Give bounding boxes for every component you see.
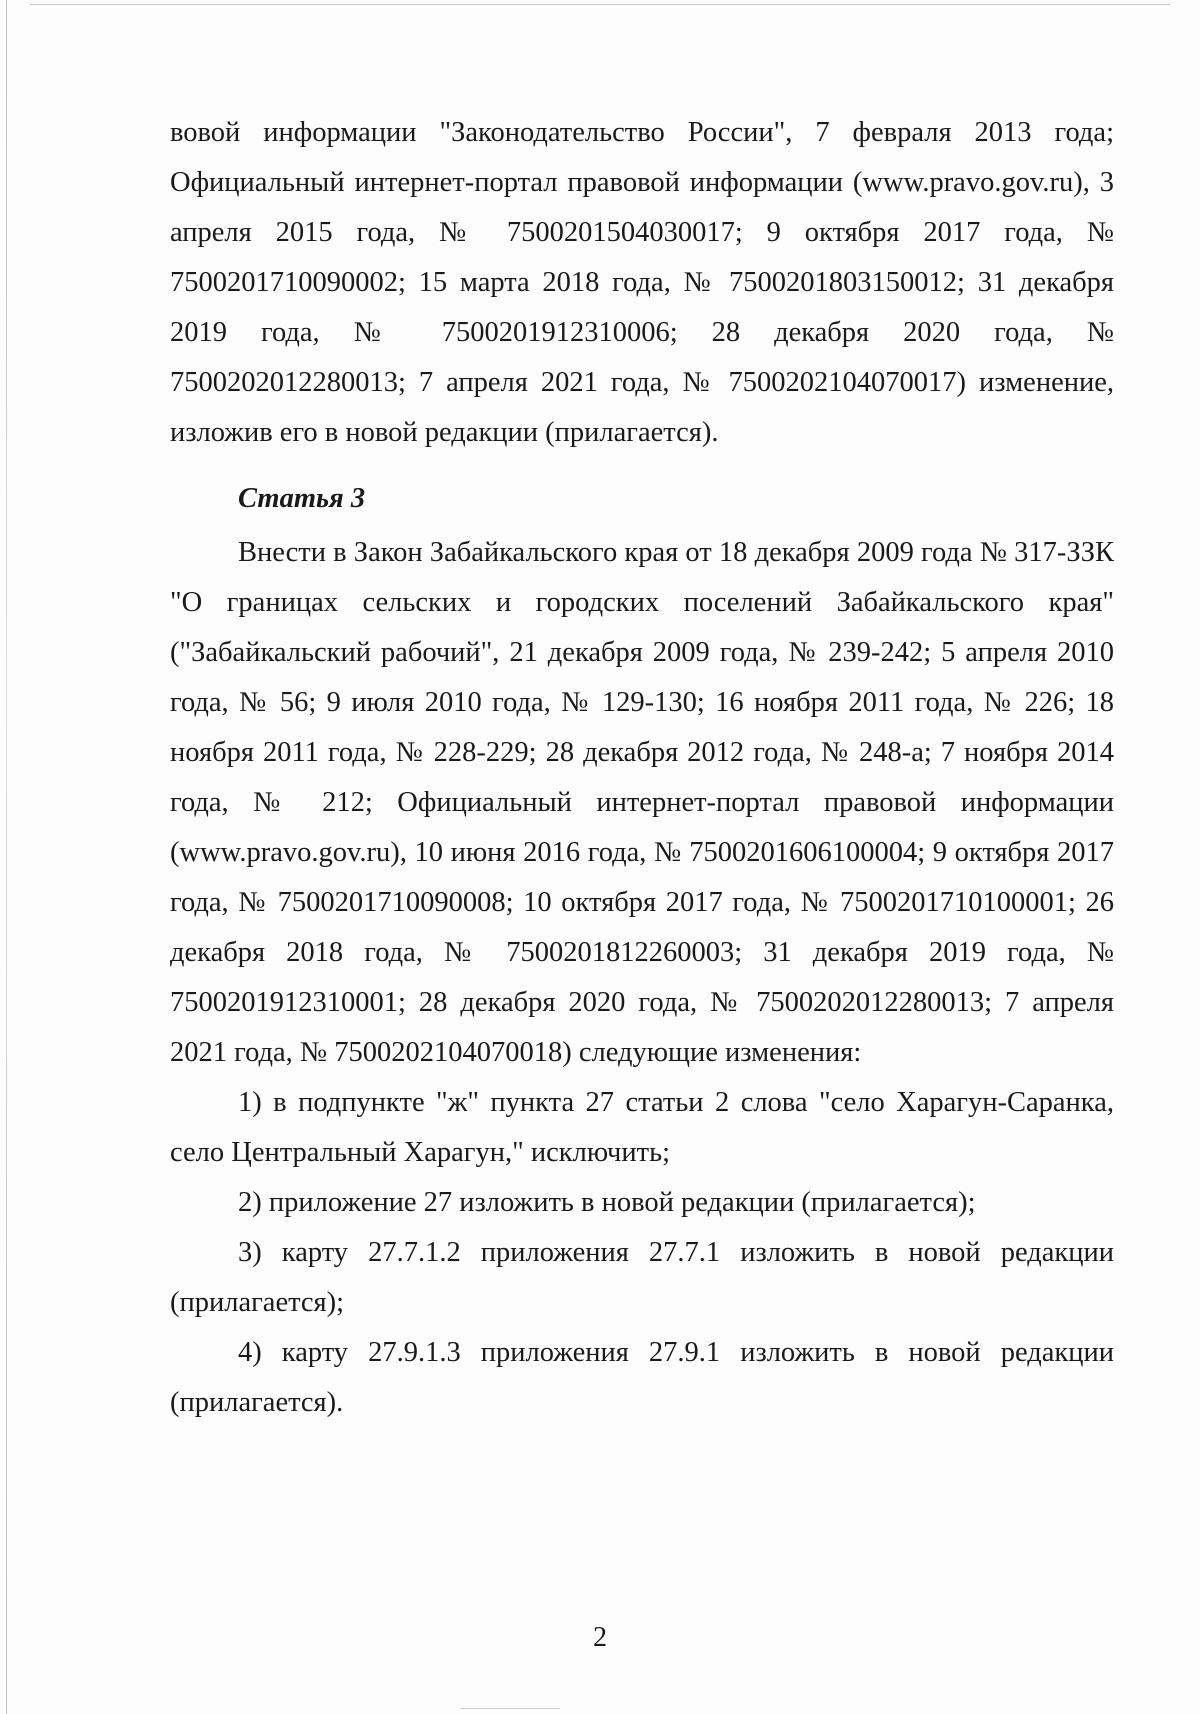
continuation-paragraph: вовой информации "Законодательство России", 7 февраля 2013 года; Официальный интернет-портал правовой информации (www.pravo.gov.ru), 3 апреля 2015 года, № 7500201504030017; 9 октября 2017 года, № 7500201710090002; 15 марта 2018 года, № 7500201803150012; 31 декабря 2019 года, № 7500201912310006; 28 декабря 2020 года, № 7500202012280013; 7 апреля 2021 года, № 7500202104070017) изменение, изложив его в новой редакции (прилагается). [170,117,1114,448]
scan-edge-left [6,0,7,1714]
document-body [170,108,1114,1428]
article-heading: Статья 3 [238,483,366,514]
list-item: 4) карту 27.9.1.3 приложения 27.9.1 изложить в новой редакции (прилагается). [170,1337,1114,1418]
list-item: 2) приложение 27 изложить в новой редакции (прилагается); [238,1187,976,1218]
scan-edge-bottom [460,1708,560,1709]
scan-edge-top [30,4,1170,5]
list-item: 3) карту 27.7.1.2 приложения 27.7.1 изложить в новой редакции (прилагается); [170,1237,1114,1318]
article-intro-paragraph: Внести в Закон Забайкальского края от 18 декабря 2009 года № 317-ЗЗК "О границах сельских и городских поселений Забайкальского края" ("Забайкальский рабочий", 21 декабря 2009 года, № 239-242; 5 апреля 2010 года, № 56; 9 июля 2010 года, № 129-130; 16 ноября 2011 года, № 226; 18 ноября 2011 года, № 228-229; 28 декабря 2012 года, № 248-а; 7 ноября 2014 года, № 212; Официальный интернет-портал правовой информации (www.pravo.gov.ru), 10 июня 2016 года, № 7500201606100004; 9 октября 2017 года, № 7500201710090008; 10 октября 2017 года, № 7500201710100001; 26 декабря 2018 года, № 7500201812260003; 31 декабря 2019 года, № 7500201912310001; 28 декабря 2020 года, № 7500202012280013; 7 апреля 2021 года, № 7500202104070018) следующие изменения: [170,537,1114,1068]
list-item: 1) в подпункте "ж" пункта 27 статьи 2 слова "село Харагун-Саранка, село Центральный Харагун," исключить; [170,1087,1114,1168]
page-number: 2 [593,1622,607,1653]
